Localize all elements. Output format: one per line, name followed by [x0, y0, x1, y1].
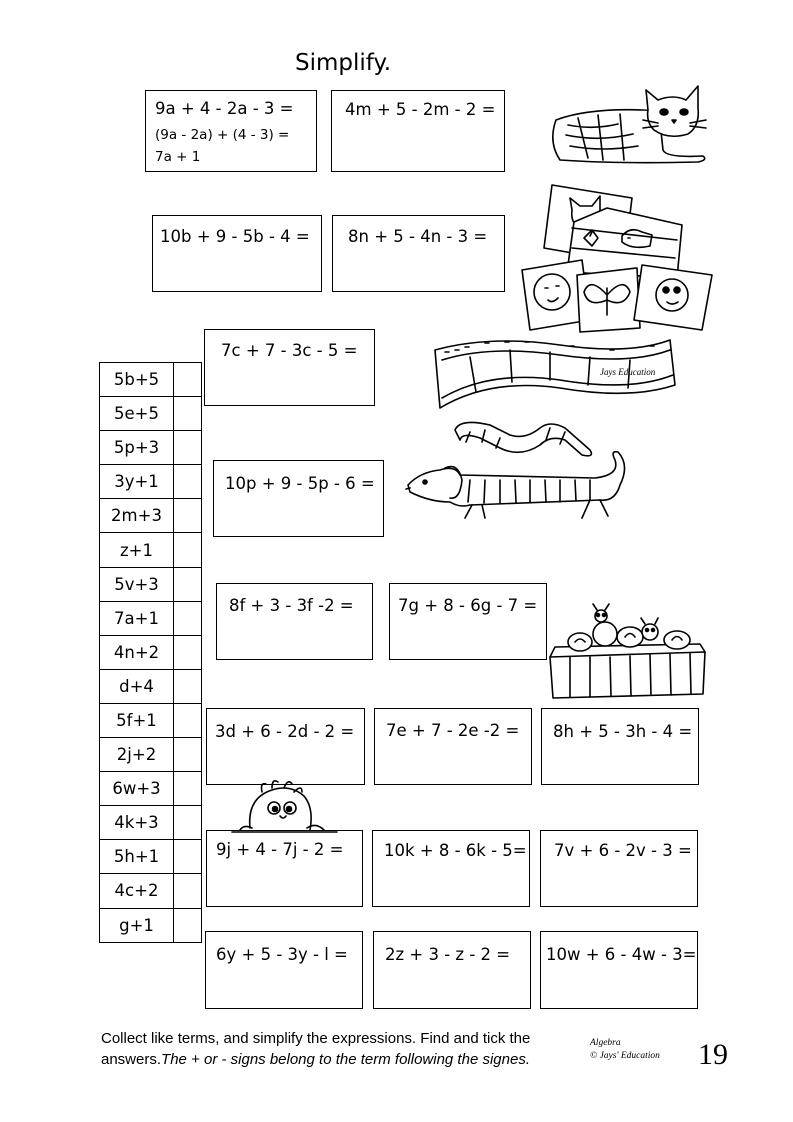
- problem-expression: 10p + 9 - 5p - 6 =: [225, 474, 375, 493]
- answer-row: [100, 703, 202, 737]
- instructions-line-2-italic: The + or - signs belong to the term following the signes.: [161, 1051, 530, 1068]
- problem-box[interactable]: [152, 215, 322, 292]
- tick-box[interactable]: [174, 533, 202, 567]
- answer-label: 2j+2: [100, 738, 174, 772]
- footer-subject: Algebra: [590, 1038, 621, 1048]
- problem-box[interactable]: [332, 215, 505, 292]
- answer-row: [100, 840, 202, 874]
- answer-label: 5e+5: [100, 397, 174, 431]
- answer-label: d+4: [100, 669, 174, 703]
- problem-expression: 8f + 3 - 3f -2 =: [229, 596, 354, 615]
- problem-expression: 7g + 8 - 6g - 7 =: [398, 596, 538, 615]
- answer-label: 5f+1: [100, 703, 174, 737]
- tick-box[interactable]: [174, 806, 202, 840]
- problem-box[interactable]: [540, 830, 698, 907]
- problem-expression: 8h + 5 - 3h - 4 =: [553, 722, 693, 741]
- answer-label: 4k+3: [100, 806, 174, 840]
- instructions-line-1: Collect like terms, and simplify the expressions. Find and tick the: [101, 1030, 531, 1047]
- svg-text:Jays Education: Jays Education: [600, 367, 656, 377]
- answer-row: [100, 397, 202, 431]
- problem-box[interactable]: [374, 708, 532, 785]
- problem-box[interactable]: [204, 329, 375, 406]
- tick-box[interactable]: [174, 669, 202, 703]
- answer-label: 6w+3: [100, 772, 174, 806]
- problem-expression: 9j + 4 - 7j - 2 =: [216, 840, 344, 859]
- problem-expression: 2z + 3 - z - 2 =: [385, 945, 511, 964]
- tick-box[interactable]: [174, 567, 202, 601]
- problem-box[interactable]: [541, 708, 699, 785]
- cat-illustration: [548, 80, 713, 170]
- example-box: [145, 90, 317, 172]
- answer-row: [100, 363, 202, 397]
- answer-row: [100, 635, 202, 669]
- problem-expression: 10k + 8 - 6k - 5=: [384, 841, 527, 860]
- tick-box[interactable]: [174, 908, 202, 942]
- peeking-kid-illustration: [232, 778, 342, 834]
- tick-box[interactable]: [174, 499, 202, 533]
- tick-box[interactable]: [174, 635, 202, 669]
- problem-box[interactable]: [373, 931, 531, 1009]
- tick-box[interactable]: [174, 431, 202, 465]
- problem-box[interactable]: [213, 460, 384, 537]
- problem-expression: 8n + 5 - 4n - 3 =: [348, 227, 488, 246]
- problem-box[interactable]: [372, 830, 530, 907]
- answer-label: 5b+5: [100, 363, 174, 397]
- answer-row: [100, 431, 202, 465]
- answer-row: [100, 669, 202, 703]
- problem-box[interactable]: [216, 583, 373, 660]
- answer-label: 5p+3: [100, 431, 174, 465]
- answer-row: [100, 533, 202, 567]
- tick-box[interactable]: [174, 601, 202, 635]
- problem-box[interactable]: [540, 931, 698, 1009]
- tick-box[interactable]: [174, 363, 202, 397]
- example-step-1: (9a - 2a) + (4 - 3) =: [155, 127, 290, 143]
- instructions: [101, 1028, 530, 1070]
- dachshund-illustration: [400, 410, 640, 525]
- tick-box[interactable]: [174, 397, 202, 431]
- problem-box[interactable]: [206, 708, 365, 785]
- problem-expression: 7v + 6 - 2v - 3 =: [554, 841, 692, 860]
- tick-box[interactable]: [174, 874, 202, 908]
- problem-box[interactable]: [331, 90, 505, 172]
- answer-label: 7a+1: [100, 601, 174, 635]
- instructions-line-2-plain: answers.: [101, 1051, 162, 1068]
- page-number: 19: [698, 1038, 728, 1071]
- answer-label: g+1: [100, 908, 174, 942]
- problem-expression: 10b + 9 - 5b - 4 =: [160, 227, 310, 246]
- problem-expression: 4m + 5 - 2m - 2 =: [345, 100, 496, 119]
- bugs-on-cakes-illustration: [545, 602, 715, 702]
- problem-expression: 3d + 6 - 2d - 2 =: [215, 722, 355, 741]
- problem-expression: 7e + 7 - 2e -2 =: [386, 721, 520, 740]
- page-title: Simplify.: [295, 50, 392, 76]
- problem-expression: 10w + 6 - 4w - 3=: [546, 945, 697, 964]
- photo-cards-illustration: [512, 180, 727, 335]
- answer-label: z+1: [100, 533, 174, 567]
- problem-box[interactable]: [205, 931, 363, 1009]
- answer-row: [100, 465, 202, 499]
- answer-row: [100, 567, 202, 601]
- tick-box[interactable]: [174, 738, 202, 772]
- tick-box[interactable]: [174, 772, 202, 806]
- answer-row: [100, 499, 202, 533]
- footer-copyright: © Jays' Education: [590, 1051, 660, 1061]
- answer-row: [100, 874, 202, 908]
- problem-expression: 7c + 7 - 3c - 5 =: [221, 341, 358, 360]
- answer-table: [99, 362, 202, 943]
- tick-box[interactable]: [174, 840, 202, 874]
- answer-label: 5h+1: [100, 840, 174, 874]
- answer-row: [100, 806, 202, 840]
- answer-label: 2m+3: [100, 499, 174, 533]
- answer-label: 3y+1: [100, 465, 174, 499]
- answer-row: [100, 908, 202, 942]
- answer-row: [100, 772, 202, 806]
- answer-label: 4c+2: [100, 874, 174, 908]
- problem-box[interactable]: [206, 830, 363, 907]
- answer-label: 4n+2: [100, 635, 174, 669]
- example-expression: 9a + 4 - 2a - 3 =: [155, 99, 294, 118]
- tick-box[interactable]: [174, 703, 202, 737]
- answer-row: [100, 601, 202, 635]
- example-step-2: 7a + 1: [155, 149, 201, 165]
- answer-label: 5v+3: [100, 567, 174, 601]
- film-strip-illustration: [430, 330, 680, 415]
- instructions-line-2: [101, 1049, 530, 1070]
- tick-box[interactable]: [174, 465, 202, 499]
- problem-box[interactable]: [389, 583, 547, 660]
- problem-expression: 6y + 5 - 3y - l =: [216, 945, 348, 964]
- answer-row: [100, 738, 202, 772]
